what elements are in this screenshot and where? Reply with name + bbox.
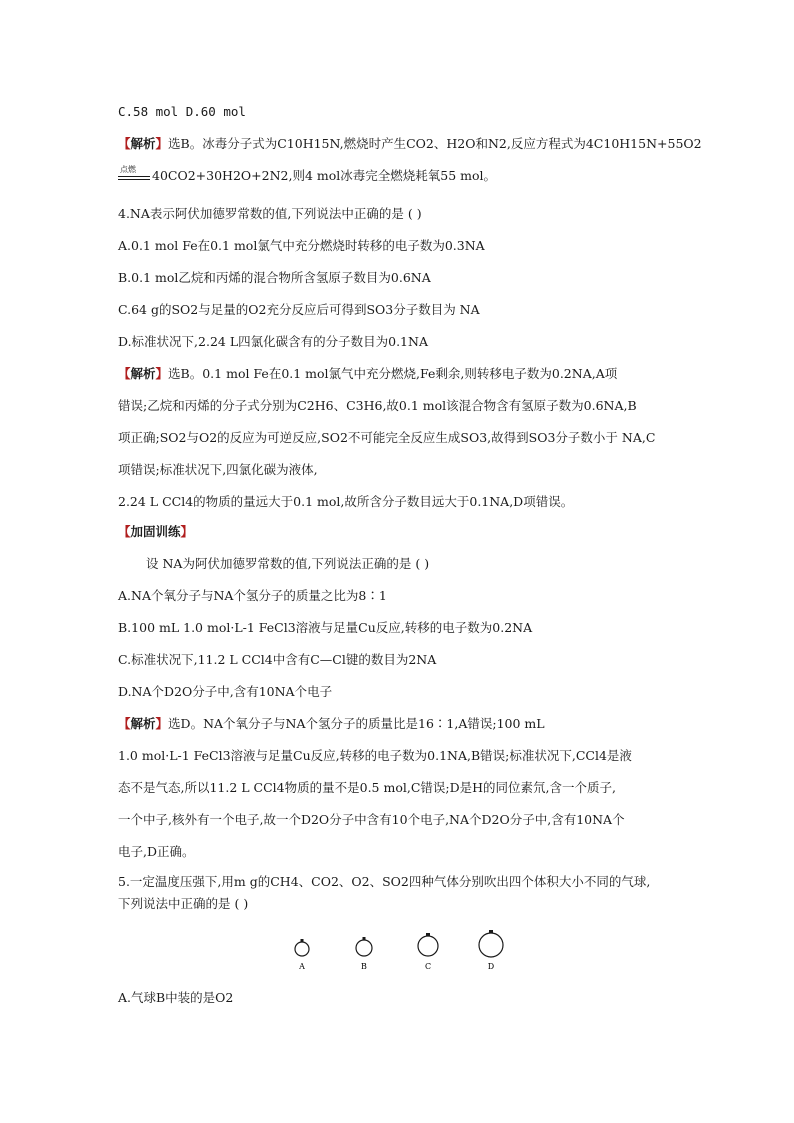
reinforce-analysis-line-4: 一个中子,核外有一个电子,故一个D2O分子中含有10个电子,NA个D2O分子中,含有10NA个	[118, 812, 625, 827]
reinforce-heading	[118, 524, 193, 540]
analysis-4-line-5: 2.24 L CCl4的物质的量远大于0.1 mol,故所含分子数目远大于0.1NA,D项错误。	[118, 494, 574, 509]
balloon-a	[295, 939, 309, 971]
balloons-figure	[280, 925, 520, 977]
reinforce-tag: 【加固训练】	[118, 524, 194, 539]
balloon-b	[356, 937, 372, 971]
reinforce-option-b: B.100 mL 1.0 mol·L-1 FeCl3溶液与足量Cu反应,转移的电子数为0.2NA	[118, 620, 533, 635]
q4-option-c: C.64 g的SO2与足量的O2充分反应后可得到SO3分子数目为 NA	[118, 302, 480, 317]
reinforce-option-a: A.NA个氧分子与NA个氢分子的质量之比为8∶1	[118, 588, 387, 603]
q4-option-d: D.标准状况下,2.24 L四氯化碳含有的分子数目为0.1NA	[118, 334, 428, 349]
q5-option-a: A.气球B中装的是O2	[118, 990, 234, 1005]
ignition-label: 点燃	[120, 165, 136, 174]
q4-option-b: B.0.1 mol乙烷和丙烯的混合物所含氢原子数目为0.6NA	[118, 270, 431, 285]
balloon-label-c: C	[424, 962, 432, 971]
balloon-c	[418, 933, 438, 971]
question-5-line-1: 5.一定温度压强下,用m g的CH4、CO2、O2、SO2四种气体分别吹出四个体积大小不同的气球,	[118, 874, 651, 889]
ignition-condition	[118, 166, 152, 178]
analysis-tag: 【解析】	[118, 366, 169, 381]
question-5-line-2: 下列说法中正确的是 ( )	[118, 896, 249, 911]
reinforce-option-c: C.标准状况下,11.2 L CCl4中含有C—Cl键的数目为2NA	[118, 652, 437, 667]
analysis-4-line-3: 项正确;SO2与O2的反应为可逆反应,SO2不可能完全反应生成SO3,故得到SO3分子数小于 NA,C	[118, 430, 656, 445]
question-4: 4.NA表示阿伏加德罗常数的值,下列说法中正确的是 ( )	[118, 206, 422, 221]
reinforce-analysis-line-3: 态不是气态,所以11.2 L CCl4物质的量不是0.5 mol,C错误;D是H的同位素氘,含一个质子,	[118, 780, 616, 795]
balloon-label-b: B	[361, 962, 367, 971]
reinforce-analysis-line-5: 电子,D正确。	[118, 844, 195, 859]
analysis-4-line-1: 【解析】选B。0.1 mol Fe在0.1 mol氯气中充分燃烧,Fe剩余,则转移电子数为0.2NA,A项	[118, 366, 618, 381]
analysis-tag: 【解析】	[118, 136, 169, 151]
balloon-d	[479, 930, 503, 971]
reinforce-analysis-line-1: 【解析】选D。NA个氧分子与NA个氢分子的质量比是16∶1,A错误;100 mL	[118, 716, 545, 731]
balloon-label-d: D	[487, 962, 495, 971]
balloon-label-a: A	[299, 962, 305, 971]
analysis-4-line-4: 项错误;标准状况下,四氯化碳为液体,	[118, 462, 318, 477]
options-c-d: C.58 mol D.60 mol	[118, 104, 246, 119]
analysis-tag: 【解析】	[118, 716, 169, 731]
reinforce-analysis-line-2: 1.0 mol·L-1 FeCl3溶液与足量Cu反应,转移的电子数为0.1NA,B错误;标准状况下,CCl4是液	[118, 748, 632, 763]
analysis-4-line-2: 错误;乙烷和丙烯的分子式分别为C2H6、C3H6,故0.1 mol该混合物含有氢原子数为0.6NA,B	[118, 398, 637, 413]
q4-option-a: A.0.1 mol Fe在0.1 mol氯气中充分燃烧时转移的电子数为0.3NA	[118, 238, 485, 253]
analysis-paragraph-1	[118, 136, 702, 152]
analysis-1-text: 选B。冰毒分子式为C10H15N,燃烧时产生CO2、H2O和N2,反应方程式为4C10H15N+55O2	[168, 136, 702, 151]
reinforce-option-d: D.NA个D2O分子中,含有10NA个电子	[118, 684, 333, 699]
reinforce-question: 设 NA为阿伏加德罗常数的值,下列说法正确的是 ( )	[146, 556, 430, 571]
equation-products: 40CO2+30H2O+2N2,则4 mol冰毒完全燃烧耗氧55 mol。	[152, 168, 497, 183]
